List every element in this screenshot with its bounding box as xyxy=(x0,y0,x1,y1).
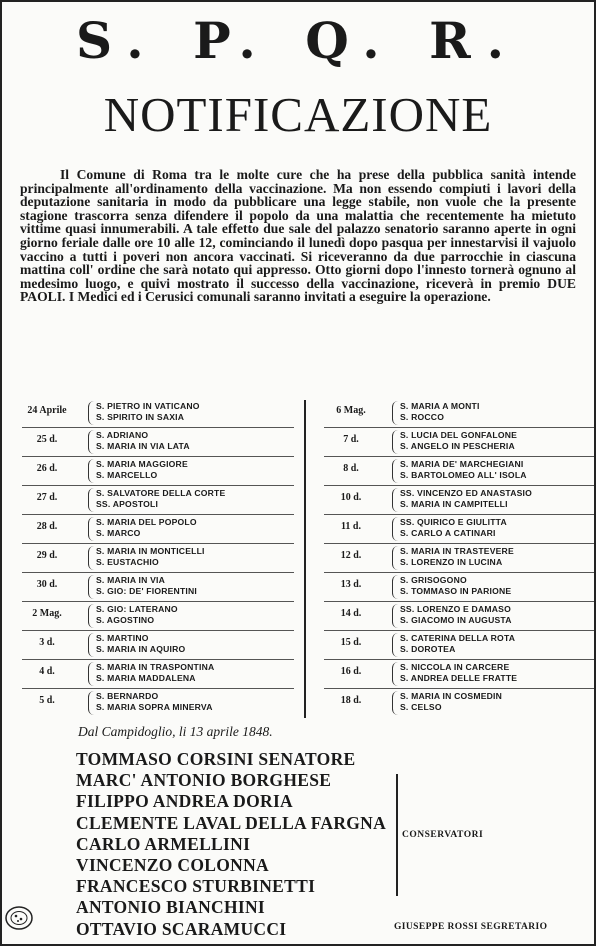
church-name: S. ANDREA DELLE FRATTE xyxy=(400,673,518,683)
row-separator xyxy=(22,659,294,660)
church-name: SS. QUIRICO E GIULITTA xyxy=(400,517,507,527)
church-name: S. MARIA IN VIA xyxy=(96,575,166,585)
schedule-date: 14 d. xyxy=(340,608,362,619)
row-separator xyxy=(22,456,294,457)
library-stamp-icon xyxy=(4,904,34,932)
schedule-date: 28 d. xyxy=(36,521,58,532)
spqr-heading: S. P. Q. R. xyxy=(75,11,521,70)
schedule-churches xyxy=(400,662,517,684)
row-separator xyxy=(324,456,596,457)
schedule-date: 16 d. xyxy=(340,666,362,677)
schedule-churches xyxy=(400,575,511,597)
schedule-brace xyxy=(88,662,94,686)
schedule-column-left xyxy=(10,400,300,719)
signer-name: CARLO ARMELLINI xyxy=(76,833,251,854)
schedule-churches xyxy=(96,604,178,626)
schedule-date: 29 d. xyxy=(36,550,58,561)
church-name: S. TOMMASO IN PARIONE xyxy=(400,586,512,596)
schedule-row xyxy=(312,458,596,487)
schedule-churches xyxy=(96,430,190,452)
schedule-brace xyxy=(392,604,398,628)
notice-body: Il Comune di Roma tra le molte cure che ha prese della pubblica sanità intende principalmente all'ordinamento della vaccinazione. Ma non essendo compiuti i lavori della deputazione sanitaria in modo da pubblicare una legge stabile, non vuole che la presente stagione trascorra senza difendere il popolo da una malattia che recentemente ha mietuto vittime quasi innumerabili. A tale effetto due sale del palazzo senatorio saranno aperte in ogni giorno feriale dalle ore 10 alle 12, cominciando il lunedì dopo pasqua per innestarvisi il vajuolo vaccino a tutti i poveri non ancora vaccinati. Si riceveranno da due parrocchie in ciascuna mattina coll' ordine che sarà notato qui appresso. Otto giorni dopo l'innesto tornerà ognuno al medesimo luogo, e quivi mostrato il successo della vaccinazione, riceverà in premio DUE PAOLI. I Medici ed i Cerusici comunali saranno invitati a eseguire la operazione. xyxy=(20,167,576,305)
schedule-date: 24 Aprile xyxy=(27,405,67,416)
row-separator xyxy=(324,427,596,428)
schedule-row xyxy=(312,429,596,458)
signer-name: MARC' ANTONIO BORGHESE xyxy=(76,770,332,791)
schedule-brace xyxy=(392,401,398,425)
schedule-date: 11 d. xyxy=(340,521,361,532)
schedule-row xyxy=(10,516,300,545)
schedule-row xyxy=(10,545,300,574)
page-title: NOTIFICAZIONE xyxy=(103,87,493,142)
church-name: S. MARIA IN AQUIRO xyxy=(96,644,186,654)
church-name: S. ADRIANO xyxy=(96,430,149,440)
schedule-churches xyxy=(96,691,213,713)
church-name: S. MARIA IN COSMEDIN xyxy=(400,691,503,701)
church-name: SS. VINCENZO ED ANASTASIO xyxy=(400,488,533,498)
church-name: S. BARTOLOMEO ALL' ISOLA xyxy=(400,470,527,480)
church-name: S. CATERINA DELLA ROTA xyxy=(400,633,516,643)
schedule-brace xyxy=(88,575,94,599)
church-name: SS. LORENZO E DAMASO xyxy=(400,604,511,614)
schedule-date: 27 d. xyxy=(36,492,58,503)
schedule-date: 30 d. xyxy=(36,579,58,590)
schedule-brace xyxy=(392,430,398,454)
signers-role: CONSERVATORI xyxy=(402,830,484,840)
schedule-date: 2 Mag. xyxy=(32,608,62,619)
church-name: S. SALVATORE DELLA CORTE xyxy=(96,488,226,498)
signer-name: OTTAVIO SCARAMUCCI xyxy=(76,918,287,939)
church-name: S. EUSTACHIO xyxy=(96,557,159,567)
schedule-row xyxy=(312,574,596,603)
church-name: S. PIETRO IN VATICANO xyxy=(96,401,200,411)
schedule-date: 25 d. xyxy=(36,434,58,445)
schedule-row xyxy=(312,400,596,429)
schedule-brace xyxy=(392,546,398,570)
schedule-churches xyxy=(400,517,507,539)
schedule-brace xyxy=(392,459,398,483)
church-name: S. BERNARDO xyxy=(96,691,159,701)
church-name: S. MARIA MADDALENA xyxy=(96,673,196,683)
schedule-brace xyxy=(392,691,398,715)
schedule-date: 13 d. xyxy=(340,579,362,590)
church-name: S. GRISOGONO xyxy=(400,575,467,585)
schedule-date: 26 d. xyxy=(36,463,58,474)
church-name: S. GIACOMO IN AUGUSTA xyxy=(400,615,512,625)
schedule-brace xyxy=(88,488,94,512)
schedule-row xyxy=(312,661,596,690)
schedule-date: 7 d. xyxy=(343,434,359,445)
schedule-churches xyxy=(96,575,197,597)
schedule-churches xyxy=(400,604,512,626)
church-name: S. DOROTEA xyxy=(400,644,456,654)
date-line: Dal Campidoglio, li 13 aprile 1848. xyxy=(78,724,273,739)
schedule-brace xyxy=(88,633,94,657)
signer-name: ANTONIO BIANCHINI xyxy=(76,897,266,918)
church-name: S. ROCCO xyxy=(400,412,445,422)
church-name: S. MARIA IN MONTICELLI xyxy=(96,546,205,556)
row-separator xyxy=(22,688,294,689)
church-name: S. LUCIA DEL GONFALONE xyxy=(400,430,518,440)
church-name: S. GIO: DE' FIORENTINI xyxy=(96,586,197,596)
schedule-date: 10 d. xyxy=(340,492,362,503)
schedule-churches xyxy=(96,633,185,655)
schedule-row xyxy=(10,429,300,458)
church-name: S. MARIA MAGGIORE xyxy=(96,459,188,469)
schedule-brace xyxy=(88,691,94,715)
schedule-date: 6 Mag. xyxy=(336,405,366,416)
schedule-brace xyxy=(392,662,398,686)
church-name: S. MARIA DEL POPOLO xyxy=(96,517,197,527)
church-name: S. MARTINO xyxy=(96,633,149,643)
schedule-churches xyxy=(400,488,532,510)
church-name: S. AGOSTINO xyxy=(96,615,155,625)
signer-name: TOMMASO CORSINI SENATORE xyxy=(76,749,356,769)
church-name: SS. APOSTOLI xyxy=(96,499,159,509)
secretary-signature: GIUSEPPE ROSSI SEGRETARIO xyxy=(394,922,548,932)
schedule-brace xyxy=(88,401,94,425)
schedule-date: 15 d. xyxy=(340,637,362,648)
church-name: S. MARIA IN TRASPONTINA xyxy=(96,662,215,672)
row-separator xyxy=(324,485,596,486)
row-separator xyxy=(22,514,294,515)
row-separator xyxy=(324,601,596,602)
schedule-brace xyxy=(88,546,94,570)
church-name: S. MARIA SOPRA MINERVA xyxy=(96,702,213,712)
church-name: S. LORENZO IN LUCINA xyxy=(400,557,503,567)
vaccination-schedule xyxy=(10,400,590,720)
schedule-churches xyxy=(96,517,197,539)
schedule-churches xyxy=(96,488,225,510)
schedule-churches xyxy=(400,633,515,655)
church-name: S. MARIA A MONTI xyxy=(400,401,480,411)
signer-name: FILIPPO ANDREA DORIA xyxy=(76,791,293,812)
schedule-row xyxy=(10,458,300,487)
schedule-column-right xyxy=(312,400,596,719)
signer-name: CLEMENTE LAVAL DELLA FARGNA xyxy=(76,812,387,833)
church-name: S. MARCO xyxy=(96,528,141,538)
row-separator xyxy=(324,572,596,573)
schedule-churches xyxy=(400,459,527,481)
schedule-churches xyxy=(96,662,214,684)
church-name: S. MARCELLO xyxy=(96,470,158,480)
schedule-date: 3 d. xyxy=(39,637,55,648)
church-name: S. CELSO xyxy=(400,702,442,712)
schedule-row xyxy=(312,603,596,632)
schedule-churches xyxy=(400,691,502,713)
schedule-brace xyxy=(392,517,398,541)
row-separator xyxy=(22,601,294,602)
schedule-row xyxy=(312,690,596,719)
church-name: S. MARIA DE' MARCHEGIANI xyxy=(400,459,524,469)
schedule-row xyxy=(312,487,596,516)
schedule-brace xyxy=(88,604,94,628)
schedule-date: 4 d. xyxy=(39,666,55,677)
row-separator xyxy=(324,514,596,515)
schedule-brace xyxy=(392,488,398,512)
schedule-brace xyxy=(392,575,398,599)
schedule-brace xyxy=(88,459,94,483)
church-name: S. MARIA IN VIA LATA xyxy=(96,441,190,451)
schedule-row xyxy=(10,574,300,603)
schedule-churches xyxy=(96,459,188,481)
schedule-row xyxy=(312,545,596,574)
schedule-date: 5 d. xyxy=(39,695,55,706)
church-name: S. CARLO A CATINARI xyxy=(400,528,496,538)
row-separator xyxy=(22,485,294,486)
row-separator xyxy=(324,688,596,689)
column-divider xyxy=(304,400,306,718)
schedule-date: 8 d. xyxy=(343,463,359,474)
schedule-brace xyxy=(88,517,94,541)
schedule-row xyxy=(312,516,596,545)
schedule-brace xyxy=(392,633,398,657)
church-name: S. GIO: LATERANO xyxy=(96,604,178,614)
row-separator xyxy=(22,543,294,544)
schedule-row xyxy=(10,400,300,429)
schedule-brace xyxy=(88,430,94,454)
schedule-churches xyxy=(400,546,514,568)
signer-name: VINCENZO COLONNA xyxy=(76,855,269,876)
schedule-churches xyxy=(400,430,517,452)
church-name: S. MARIA IN CAMPITELLI xyxy=(400,499,508,509)
schedule-row xyxy=(312,632,596,661)
signers-brace xyxy=(396,774,398,896)
row-separator xyxy=(324,543,596,544)
schedule-row xyxy=(10,661,300,690)
schedule-churches xyxy=(400,401,480,423)
church-name: S. NICCOLA IN CARCERE xyxy=(400,662,510,672)
schedule-churches xyxy=(96,546,205,568)
row-separator xyxy=(22,630,294,631)
row-separator xyxy=(324,659,596,660)
row-separator xyxy=(22,427,294,428)
schedule-row xyxy=(10,603,300,632)
row-separator xyxy=(22,572,294,573)
schedule-date: 18 d. xyxy=(340,695,362,706)
schedule-row xyxy=(10,690,300,719)
schedule-row xyxy=(10,632,300,661)
church-name: S. ANGELO IN PESCHERIA xyxy=(400,441,515,451)
row-separator xyxy=(324,630,596,631)
church-name: S. SPIRITO IN SAXIA xyxy=(96,412,185,422)
signer-name: FRANCESCO STURBINETTI xyxy=(76,876,316,897)
signatories xyxy=(76,749,386,940)
schedule-churches xyxy=(96,401,200,423)
schedule-row xyxy=(10,487,300,516)
schedule-date: 12 d. xyxy=(340,550,362,561)
church-name: S. MARIA IN TRASTEVERE xyxy=(400,546,514,556)
